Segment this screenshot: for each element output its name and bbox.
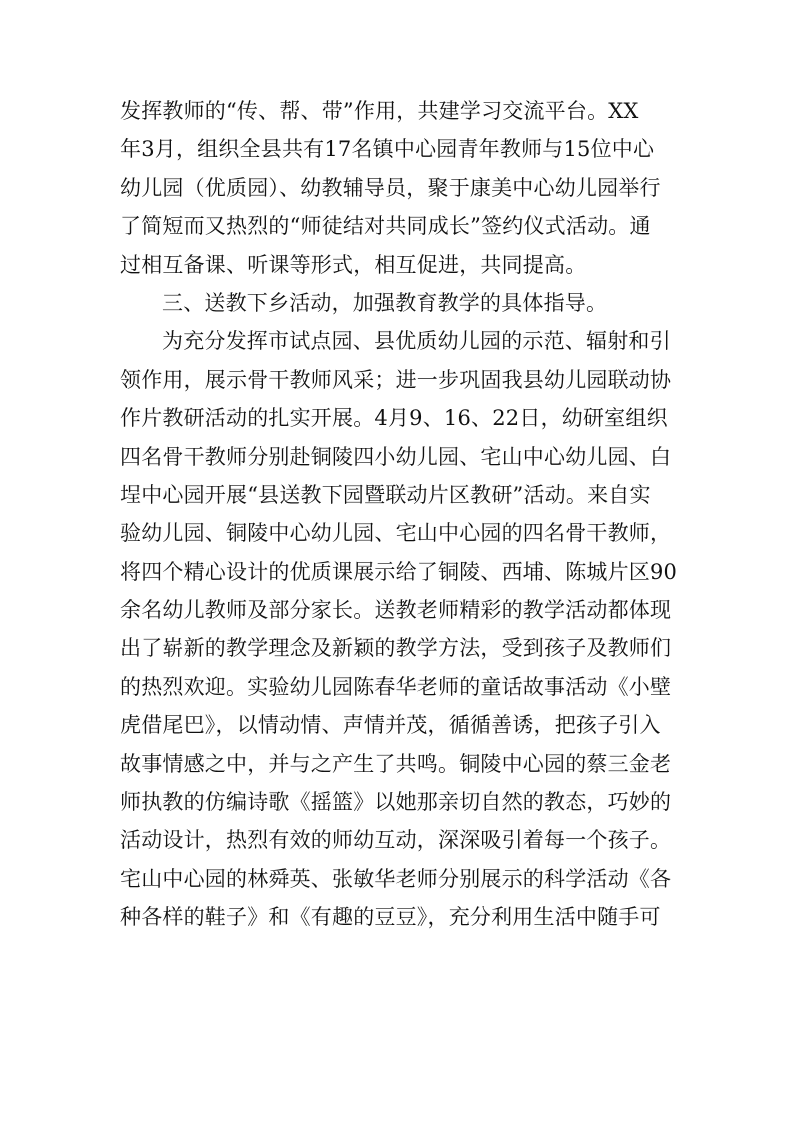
text-line: 师执教的仿编诗歌《摇篮》以她那亲切自然的教态，巧妙的 bbox=[120, 790, 672, 815]
text-line: 领作用，展示骨干教师风采；进一步巩固我县幼儿园联动协 bbox=[120, 367, 672, 392]
text-line: 将四个精心设计的优质课展示给了铜陵、西埔、陈城片区90 bbox=[120, 559, 678, 584]
document-body bbox=[120, 92, 680, 937]
text-line: 年3月，组织全县共有17名镇中心园青年教师与15位中心 bbox=[120, 137, 655, 162]
text-line: 埕中心园开展“县送教下园暨联动片区教研”活动。来自实 bbox=[120, 482, 651, 507]
text-line: 宅山中心园的林舜英、张敏华老师分别展示的科学活动《各 bbox=[120, 866, 672, 891]
text-line: 幼儿园（优质园）、幼教辅导员，聚于康美中心幼儿园举行 bbox=[120, 175, 661, 200]
section-heading: 三、送教下乡活动，加强教育教学的具体指导。 bbox=[162, 290, 608, 315]
text-line: 发挥教师的“传、帮、带”作用，共建学习交流平台。XX bbox=[120, 99, 639, 123]
text-line: 故事情感之中，并与之产生了共鸣。铜陵中心园的蔡三金老 bbox=[120, 751, 672, 776]
text-line: 活动设计，热烈有效的师幼互动，深深吸引着每一个孩子。 bbox=[120, 828, 672, 853]
text-line: 种各样的鞋子》和《有趣的豆豆》，充分利用生活中随手可 bbox=[120, 905, 661, 930]
text-line: 余名幼儿教师及部分家长。送教老师精彩的教学活动都体现 bbox=[120, 598, 672, 623]
paragraph-start-line: 为充分发挥市试点园、县优质幼儿园的示范、辐射和引 bbox=[162, 329, 671, 354]
text-line: 的热烈欢迎。实验幼儿园陈春华老师的童话故事活动《小壁 bbox=[120, 674, 672, 699]
text-line: 出了崭新的教学理念及新颖的教学方法，受到孩子及教师们 bbox=[120, 636, 672, 661]
text-line: 过相互备课、听课等形式，相互促进，共同提高。 bbox=[120, 252, 587, 277]
text-line: 虎借尾巴》，以情动情、声情并茂，循循善诱，把孩子引入 bbox=[120, 713, 661, 738]
text-line: 四名骨干教师分别赴铜陵四小幼儿园、宅山中心幼儿园、白 bbox=[120, 444, 672, 469]
text-line: 验幼儿园、铜陵中心幼儿园、宅山中心园的四名骨干教师， bbox=[120, 521, 672, 546]
text-line: 了简短而又热烈的“师徒结对共同成长”签约仪式活动。通 bbox=[120, 214, 651, 239]
text-line: 作片教研活动的扎实开展。4月9、16、22日，幼研室组织 bbox=[120, 406, 668, 431]
